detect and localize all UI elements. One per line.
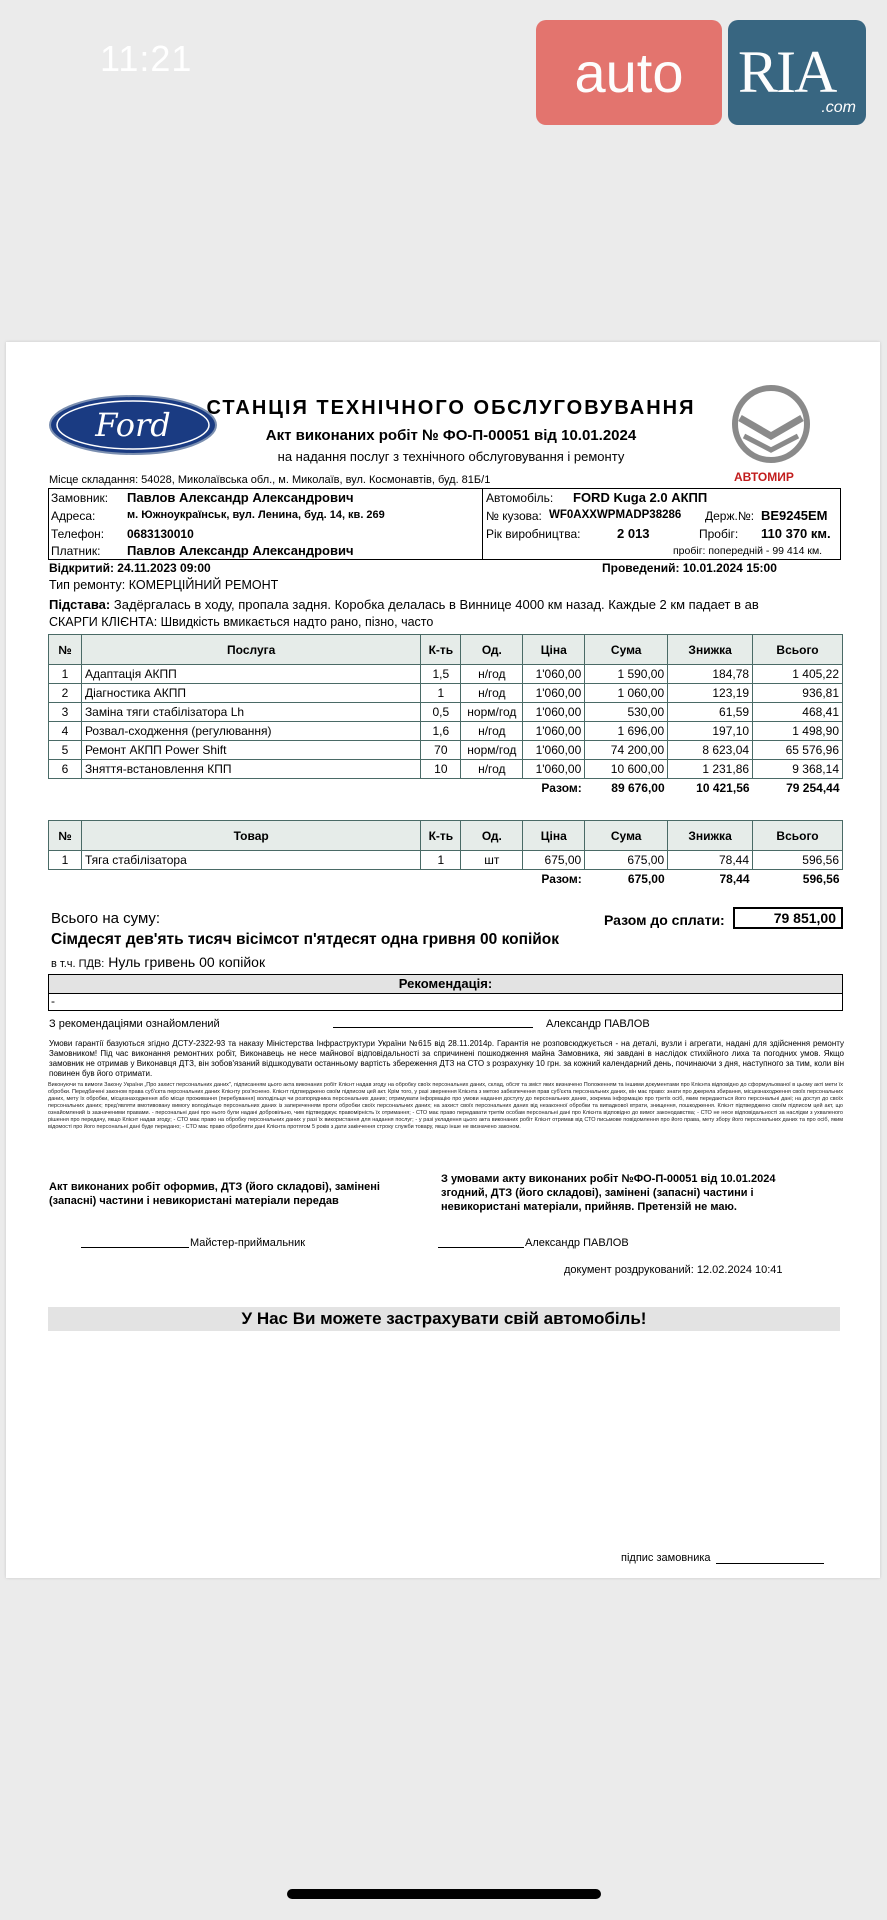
services-header-cell: Послуга	[81, 635, 420, 665]
phone-label: Телефон:	[51, 527, 105, 541]
services-header-cell: Всього	[753, 635, 843, 665]
master-role: Майстер-приймальник	[190, 1237, 306, 1249]
goods-total-discount: 78,44	[719, 872, 750, 887]
place-of-issue: Місце складання: 54028, Миколаївська обл., м. Миколаїв, вул. Космонавтів, буд. 81Б/1	[49, 474, 491, 486]
watermark-ria-text: RIA	[738, 39, 836, 105]
home-indicator[interactable]	[287, 1889, 601, 1899]
acquainted-label: З рекомендаціями ознайомлений	[49, 1018, 220, 1030]
goods-header-cell: Всього	[753, 821, 843, 851]
sum-label: Всього на суму:	[51, 910, 161, 927]
service-name: Зняття-встановлення КПП	[81, 760, 420, 779]
client-name: Александр ПАВЛОВ	[525, 1237, 629, 1249]
services-total-sum: 89 676,00	[611, 781, 665, 796]
pay-label: Разом до сплати:	[604, 912, 725, 928]
year-label: Рік виробництва:	[486, 527, 581, 541]
recommendation-text: -	[48, 993, 843, 1011]
services-header-cell: К-ть	[421, 635, 461, 665]
table-row	[49, 851, 843, 870]
goods-header-cell: Од.	[461, 821, 523, 851]
watermark-auto	[536, 20, 722, 125]
services-header-cell: Сума	[585, 635, 668, 665]
service-qty: 1	[421, 684, 461, 703]
service-name: Діагностика АКПП	[81, 684, 420, 703]
goods-total-label: Разом:	[541, 872, 582, 887]
services-header-cell: Знижка	[668, 635, 753, 665]
goods-total: 596,56	[753, 851, 843, 870]
vin-label: № кузова:	[486, 509, 542, 523]
privacy-fine-print: Виконуючи та вимоги Закону України „Про захист персональних даних", підписанням цього акта виконаних робіт Клієнт надав згоду на обробку своїх персональних даних, склад, обсяг та зміст яких визначено Положенням та іншими документами про Клієнта відповідно до сформульованої в цьому акті мети їх обробки. Передбачені законом права суб'єкта персональних даних Клієнту роз'яснено. Клієнт підтверджено своїм підписом цей акт. Крім того, у разі звернення Клієнта з метою забезпечення прав суб'єкта персональних даних, він має право: знати про джерела збирання, місцезнаходження своїх персональних даних, мету їх обробки, місцезнаходження або місце проживання (перебування) володільця чи розпорядника персональних даних; отримувати інформацію про умови надання доступу до персональних даних, зокрема інформацію про третіх осіб, яким передаються його персональні дані; на доступ до своїх персональних даних; пред'являти вмотивовану вимогу володільцю персональних даних із запереченням проти обробки своїх персональних даних; на захист своїх персональних даних від незаконної обробки та випадкової втрати, знищення, пошкодження. Клієнт підтверджено своїм підписом цей акт, що ознайомлений із зазначеними правами. - персональні дані про нього були надані добровільно, чим підтверджує правомірність їх отримання; - СТО має право передавати третім особам персональні дані про Клієнта відповідно до вимог законодавства; - СТО не несе відповідальності за наслідки з ухваленого рішення про передачу, якщо Клієнт надав згоду; - СТО має право на обробку персональних даних у разі їх використання для надання послуг; - у разі укладення цього акта виконаних робіт Клієнт отримав від СТО письмове повідомлення про його права, мету збору його персональних даних та про осіб, яким відомості про його персональні дані буде передано; - СТО має право обробляти дані Клієнта протягом 5 років з дати закінчення строку служби товару, якщо інше не визначено законом.	[48, 1082, 843, 1130]
services-total-discount: 10 421,56	[696, 781, 750, 796]
services-table	[48, 634, 843, 798]
service-total: 65 576,96	[753, 741, 843, 760]
service-price: 1'060,00	[523, 722, 585, 741]
service-total: 1 498,90	[753, 722, 843, 741]
service-unit: норм/год	[461, 703, 523, 722]
services-header-cell: Од.	[461, 635, 523, 665]
table-row	[49, 665, 843, 684]
goods-header-cell: Ціна	[523, 821, 585, 851]
box-divider	[482, 489, 483, 560]
goods-qty: 1	[421, 851, 461, 870]
service-qty: 1,6	[421, 722, 461, 741]
services-total-row	[49, 779, 843, 798]
act-title: Акт виконаних робіт № ФО-П-00051 від 10.01.2024	[265, 427, 637, 444]
vat-prefix: в т.ч. ПДВ:	[51, 958, 105, 970]
service-unit: н/год	[461, 665, 523, 684]
service-total: 468,41	[753, 703, 843, 722]
phone-value: 0683130010	[127, 527, 194, 541]
row-number: 1	[49, 851, 82, 870]
plate-value: BE9245EM	[761, 508, 828, 523]
reason-text: Задёргалась в ходу, пропала задня. Коробка делалась в Виннице 4000 км назад. Каждые 2 км падает в ав	[110, 597, 759, 612]
repair-type: Тип ремонту: КОМЕРЦІЙНИЙ РЕМОНТ	[49, 578, 279, 592]
act-subtitle: на надання послуг з технічного обслуговування і ремонту	[277, 449, 625, 464]
table-row	[49, 684, 843, 703]
prev-mileage: пробіг: попередній - 99 414 км.	[673, 545, 823, 557]
goods-price: 675,00	[523, 851, 585, 870]
services-total-label: Разом:	[541, 781, 582, 796]
row-number: 6	[49, 760, 82, 779]
service-price: 1'060,00	[523, 760, 585, 779]
service-discount: 61,59	[668, 703, 753, 722]
service-total: 1 405,22	[753, 665, 843, 684]
service-discount: 197,10	[668, 722, 753, 741]
customer-signature-label: підпис замовника	[621, 1552, 711, 1564]
service-qty: 70	[421, 741, 461, 760]
insurance-banner: У Нас Ви можете застрахувати свій автомобіль!	[48, 1307, 840, 1331]
address-label: Адреса:	[51, 509, 96, 523]
row-number: 4	[49, 722, 82, 741]
client-signature-line	[438, 1247, 524, 1248]
service-name: Ремонт АКПП Power Shift	[81, 741, 420, 760]
service-price: 1'060,00	[523, 703, 585, 722]
vin-value: WF0AXXWPMADP38286	[549, 509, 682, 521]
service-sum: 1 590,00	[585, 665, 668, 684]
reason	[49, 597, 843, 612]
acquainted-name: Александр ПАВЛОВ	[546, 1018, 650, 1030]
client-car-box	[48, 488, 841, 560]
plate-label: Держ.№:	[705, 509, 755, 523]
acquainted-signature-line	[333, 1027, 533, 1028]
watermark-ria	[728, 20, 866, 125]
reason-label: Підстава:	[49, 597, 111, 612]
automir-logo-text: АВТОМИР	[734, 470, 794, 484]
pay-value: 79 851,00	[733, 907, 843, 929]
closed-date: Проведений: 10.01.2024 15:00	[602, 561, 777, 575]
goods-total-row	[49, 870, 843, 889]
service-unit: н/год	[461, 684, 523, 703]
customer-value: Павлов Александр Александрович	[127, 490, 354, 505]
customer-label: Замовник:	[51, 491, 109, 505]
table-row	[49, 760, 843, 779]
goods-header-cell: Знижка	[668, 821, 753, 851]
client-complaints: СКАРГИ КЛІЄНТА: Швидкість вмикається надто рано, пізно, часто	[49, 615, 434, 629]
table-row	[49, 741, 843, 760]
table-row	[49, 722, 843, 741]
goods-name: Тяга стабілізатора	[81, 851, 420, 870]
car-value: FORD Kuga 2.0 АКПП	[573, 490, 708, 505]
service-discount: 184,78	[668, 665, 753, 684]
row-number: 1	[49, 665, 82, 684]
client-statement: З умовами акту виконаних робіт №ФО-П-00051 від 10.01.2024 згодний, ДТЗ (його складові), замінені (запасні) частини і невикористані матеріали, прийняв. Претензій не маю.	[441, 1173, 776, 1213]
service-name: Заміна тяги стабілізатора Lh	[81, 703, 420, 722]
goods-header-cell: К-ть	[421, 821, 461, 851]
service-sum: 1 696,00	[585, 722, 668, 741]
goods-total-sum: 675,00	[627, 872, 665, 887]
service-qty: 10	[421, 760, 461, 779]
service-qty: 0,5	[421, 703, 461, 722]
table-row	[49, 703, 843, 722]
recommendation-header: Рекомендація:	[48, 974, 843, 994]
service-discount: 1 231,86	[668, 760, 753, 779]
automir-logo	[726, 384, 816, 464]
goods-header-row	[49, 821, 843, 851]
mileage-value: 110 370 км.	[761, 526, 831, 541]
service-unit: н/год	[461, 760, 523, 779]
payer-value: Павлов Александр Александрович	[127, 543, 354, 558]
vat-line	[51, 954, 265, 970]
service-sum: 10 600,00	[585, 760, 668, 779]
service-name: Розвал-сходження (регулювання)	[81, 722, 420, 741]
total-words: Сімдесят дев'ять тисяч вісімсот п'ятдесят одна гривня 00 копійок	[51, 931, 560, 948]
services-header-cell: Ціна	[523, 635, 585, 665]
service-unit: норм/год	[461, 741, 523, 760]
year-value: 2 013	[617, 526, 650, 541]
row-number: 5	[49, 741, 82, 760]
goods-discount: 78,44	[668, 851, 753, 870]
watermark-com-text: .com	[821, 99, 856, 116]
service-qty: 1,5	[421, 665, 461, 684]
vat-value: Нуль гривень 00 копійок	[104, 954, 266, 970]
document-page	[6, 342, 880, 1578]
watermark-auto-text: auto	[574, 41, 684, 104]
service-price: 1'060,00	[523, 684, 585, 703]
services-total-all: 79 254,44	[786, 781, 840, 796]
mileage-label: Пробіг:	[699, 527, 739, 541]
ford-logo-text: Ford	[95, 406, 171, 444]
service-sum: 530,00	[585, 703, 668, 722]
printed-date: документ роздрукований: 12.02.2024 10:41	[564, 1264, 783, 1276]
station-title: СТАНЦІЯ ТЕХНІЧНОГО ОБСЛУГОВУВАННЯ	[206, 397, 696, 419]
goods-table	[48, 820, 843, 889]
master-signature-line	[81, 1247, 189, 1248]
car-label: Автомобіль:	[486, 491, 554, 505]
goods-header-cell: Товар	[81, 821, 420, 851]
service-total: 936,81	[753, 684, 843, 703]
address-value: м. Южноукраїнськ, вул. Ленина, буд. 14, кв. 269	[127, 509, 385, 521]
service-total: 9 368,14	[753, 760, 843, 779]
row-number: 3	[49, 703, 82, 722]
service-name: Адаптація АКПП	[81, 665, 420, 684]
services-header-cell: №	[49, 635, 82, 665]
guarantee-terms: Умови гарантії базуються згідно ДСТУ-2322-93 та наказу Міністерства Інфраструктури України №615 від 28.11.2014р. Гарантія не розповсюджується - на деталі, вузли і агрегати, надані для здійснення ремонту Замовником! Під час виконання ремонтних робіт, Виконавець не несе майнової відповідальності за спричинені пошкодження майна Замовника, які завдані в наслідок стихійного лиха та погодних умов. Якщо замовник не отримав у Виконавця ДТЗ, він зобов'язаний відшкодувати останньому вартість збереження ДТЗ на СТО з розрахунку 10 грн. за кожний календарний день, починаючи з дня, наступного за тим, коли він повинен був його отримати.	[49, 1039, 844, 1078]
payer-label: Платник:	[51, 544, 101, 558]
customer-signature-line	[716, 1563, 824, 1564]
status-time: 11:21	[100, 38, 193, 79]
goods-total-all: 596,56	[802, 872, 840, 887]
opened-date: Відкритий: 24.11.2023 09:00	[49, 561, 211, 575]
service-sum: 1 060,00	[585, 684, 668, 703]
service-discount: 123,19	[668, 684, 753, 703]
service-sum: 74 200,00	[585, 741, 668, 760]
row-number: 2	[49, 684, 82, 703]
service-unit: н/год	[461, 722, 523, 741]
master-statement: Акт виконаних робіт оформив, ДТЗ (його складові), замінені (запасні) частини і невикористані матеріали передав	[49, 1181, 380, 1207]
service-price: 1'060,00	[523, 665, 585, 684]
goods-unit: шт	[461, 851, 523, 870]
services-header-row	[49, 635, 843, 665]
service-discount: 8 623,04	[668, 741, 753, 760]
service-price: 1'060,00	[523, 741, 585, 760]
goods-header-cell: №	[49, 821, 82, 851]
goods-header-cell: Сума	[585, 821, 668, 851]
goods-sum: 675,00	[585, 851, 668, 870]
